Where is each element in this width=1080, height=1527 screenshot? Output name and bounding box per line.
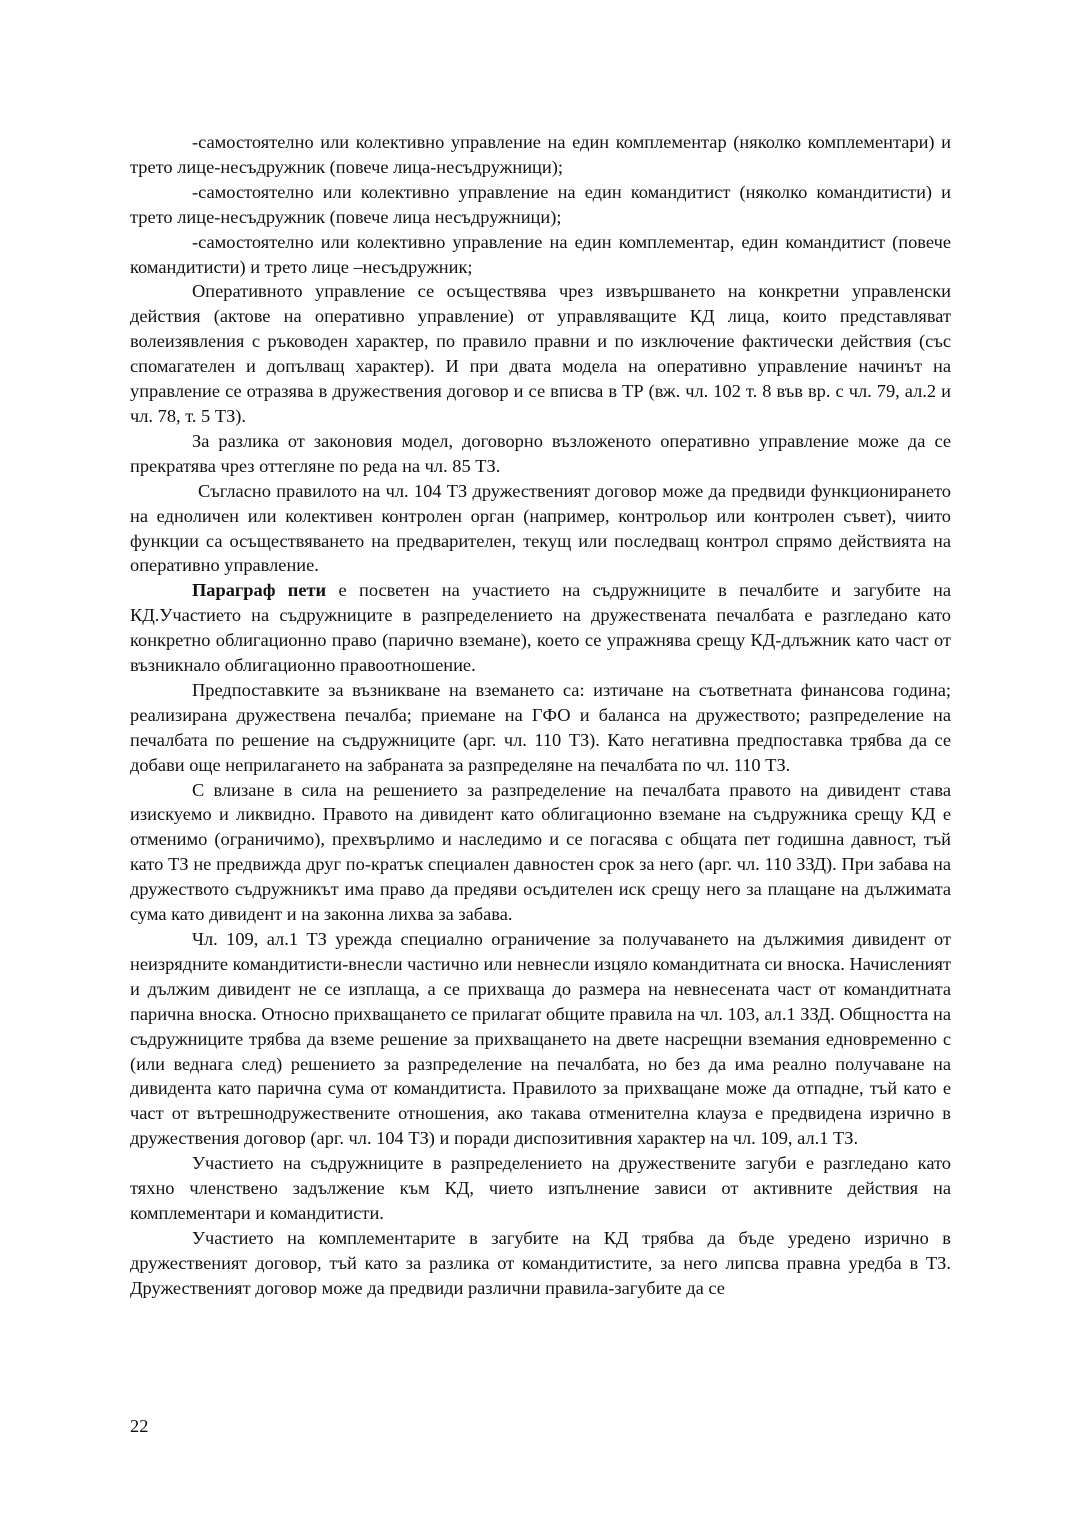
document-body xyxy=(130,130,951,1301)
paragraph-text: За разлика от законовия модел, договорно възложеното оперативно управление може да се прекратява чрез оттегляне по реда на чл. 85 ТЗ. xyxy=(130,430,951,476)
paragraph-2 xyxy=(130,180,951,230)
paragraph-text: -самостоятелно или колективно управление на един комплементар, един командитист (повече командитисти) и трето лице –несъдружник; xyxy=(130,231,951,277)
paragraph-text: -самостоятелно или колективно управление на един комплементар (няколко комплементари) и трето лице-несъдружник (повече лица-несъдружници); xyxy=(130,132,951,177)
paragraph-text: Предпоставките за възникване на вземането са: изтичане на съответната финансова година; реализирана дружествена печалба; приемане на ГФО и баланса на дружеството; разпределение на печалбата по решение на съдружниците (арг. чл. 110 ТЗ). Като негативна предпоставка трябва да се добави още неприлагането на забраната за разпределяне на печалбата по чл. 110 ТЗ. xyxy=(130,679,951,775)
paragraph-10 xyxy=(130,927,951,1151)
paragraph-text: Участието на съдружниците в разпределението на дружествените загуби е разгледано като тяхно членствено задължение към КД, чието изпълнение зависи от активните действия на комплементари и командитисти. xyxy=(130,1153,951,1223)
paragraph-12 xyxy=(130,1226,951,1301)
paragraph-text: Съгласно правилото на чл. 104 ТЗ дружественият договор може да предвиди функционирането на едноличен или колективен контролен орган (например, контрольор или контролен съвет), чиито функции са осъществяването на предварителен, текущ или последващ контрол спрямо действията на оперативно управление. xyxy=(130,480,951,576)
paragraph-text: е посветен на участието на съдружниците в печалбите и загубите на КД.Участието на съдружниците в разпределението на дружествената печалбата е разгледано като конкретно облигационно право (парично вземане), което се упражнява срещу КД-длъжник като част от възникнало облигационно правоотношение. xyxy=(130,580,951,676)
paragraph-9 xyxy=(130,778,951,927)
page-number: 22 xyxy=(130,1416,149,1436)
paragraph-text: -самостоятелно или колективно управление на един командитист (няколко командитисти) и трето лице-несъдружник (повече лица несъдружници); xyxy=(130,181,951,227)
section-heading: Параграф пети xyxy=(192,580,327,601)
paragraph-6 xyxy=(130,479,951,579)
paragraph-text: С влизане в сила на решението за разпределение на печалбата правото на дивидент става изискуемо и ликвидно. Правото на дивидент като облигационно вземане на съдружника срещу КД е отменимо (ограничимо), прехвърлимо и наследимо и се погасява с общата пет годишна давност, тъй като ТЗ не предвижда друг по-кратък специален давностен срок за него (арг. чл. 110 ЗЗД). При забава на дружеството съдружникът има право да предяви осъдителен иск срещу него за плащане на дължимата сума като дивидент и на законна лихва за забава. xyxy=(130,779,951,925)
paragraph-8 xyxy=(130,678,951,778)
paragraph-11 xyxy=(130,1151,951,1226)
paragraph-5 xyxy=(130,429,951,479)
paragraph-text: Чл. 109, ал.1 ТЗ урежда специално ограничение за получаването на дължимия дивидент от неизрядните командитисти-внесли частично или невнесли изцяло командитната си вноска. Начисленият и дължим дивидент не се изплаща, а се прихваща до размера на невнесената част от командитната парична вноска. Относно прихващането се прилагат общите правила на чл. 103, ал.1 ЗЗД. Общността на съдружниците трябва да вземе решение за прихващането на двете насрещни вземания едновременно с (или веднага след) решението за разпределение на печалбата, но без да има реално получаване на дивидента като парична сума от командитиста. Правилото за прихващане може да отпадне, тъй като е част от вътрешнодружествените отношения, ако такава отменителна клауза е предвидена изрично в дружествения договор (арг. чл. 104 ТЗ) и поради диспозитивния характер на чл. 109, ал.1 ТЗ. xyxy=(130,929,951,1149)
paragraph-3 xyxy=(130,230,951,280)
paragraph-text: Участието на комплементарите в загубите на КД трябва да бъде уредено изрично в дружественият договор, тъй като за разлика от командитистите, за него липсва правна уредба в ТЗ. Дружественият договор може да предвиди различни правила-загубите да се xyxy=(130,1227,951,1298)
paragraph-7 xyxy=(130,578,951,678)
paragraph-text: Оперативното управление се осъществява чрез извършването на конкретни управленски действия (актове на оперативно управление) от управляващите КД лица, които представляват волеизявления с ръководен характер, по правило правни и по изключение фактически действия (със спомагателен и допълващ характер). И при двата модела на оперативно управление начинът на управление се отразява в дружествения договор и се вписва в ТР (вж. чл. 102 т. 8 във вр. с чл. 79, ал.2 и чл. 78, т. 5 ТЗ). xyxy=(130,281,951,426)
paragraph-1 xyxy=(130,130,951,180)
paragraph-4 xyxy=(130,279,951,428)
